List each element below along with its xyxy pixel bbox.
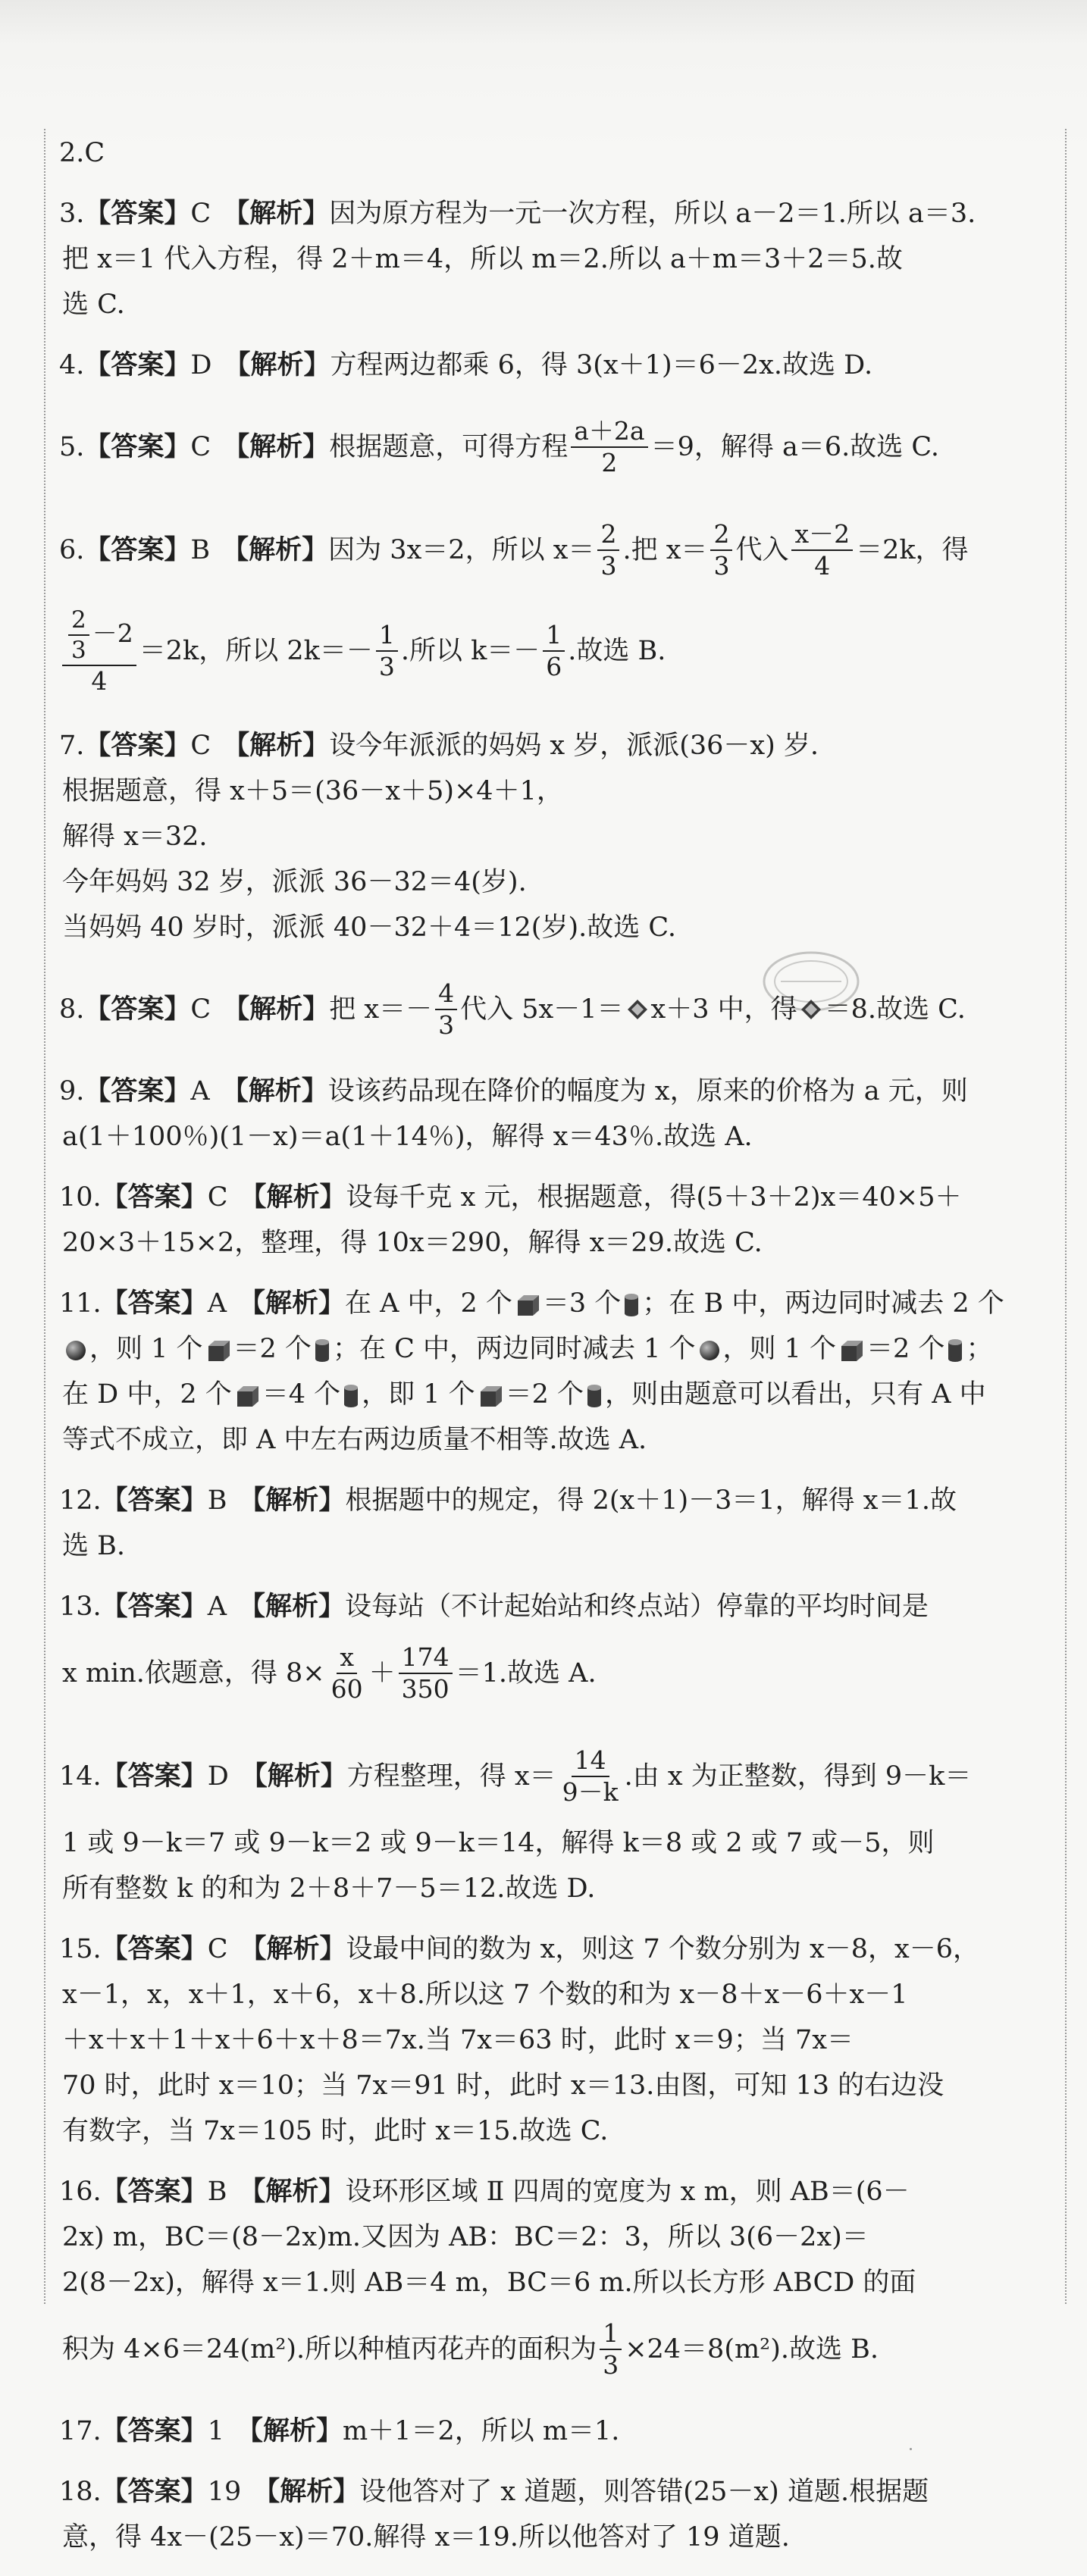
- fraction-numerator: a＋2a: [571, 416, 647, 448]
- analysis-text: 选 B.: [62, 1531, 125, 1561]
- answer-value: C: [190, 731, 211, 761]
- analysis-tag: 【解析】: [223, 198, 330, 229]
- fraction-numerator: 1: [376, 620, 398, 652]
- sphere-icon: [64, 1339, 87, 1362]
- answer-value: A: [207, 1592, 227, 1622]
- cylinder-icon: [314, 1338, 330, 1363]
- fraction-numerator: 2: [597, 519, 619, 551]
- answer-item-16: [59, 2169, 1045, 2393]
- fraction-denominator: 4: [814, 551, 831, 581]
- fraction: [600, 2318, 622, 2380]
- analysis-text: ；在 B 中，两边同时减去 2 个: [642, 1288, 1004, 1319]
- analysis-text: ＝9，解得 a＝6.故选 C.: [650, 432, 940, 462]
- analysis-text: ，则 1 个: [89, 1334, 203, 1364]
- answer-value: D: [207, 1761, 229, 1792]
- answer-tag: 【答案】: [101, 1182, 208, 1213]
- analysis-tag: 【解析】: [223, 431, 330, 462]
- item-number: 8.: [59, 994, 85, 1025]
- analysis-text: ＝8.故选 C.: [824, 994, 966, 1025]
- fraction-denominator: 3: [438, 1010, 455, 1040]
- fraction-denominator: 2: [601, 448, 618, 477]
- analysis-text: x－1，x，x＋1，x＋6，x＋8.所以这 7 个数的和为 x－8＋x－6＋x－1: [62, 1980, 908, 2010]
- analysis-text: 积为 4×6＝24(m²).所以种植丙花卉的面积为: [62, 2334, 597, 2365]
- left-border-line: [44, 129, 45, 2304]
- answer-tag: 【答案】: [101, 2476, 208, 2507]
- analysis-text: .故选 B.: [568, 636, 666, 666]
- answer-value: C: [190, 199, 211, 229]
- analysis-text: 所有整数 k 的和为 2＋8＋7－5＝12.故选 D.: [62, 1873, 596, 1904]
- cube-icon: [205, 1339, 231, 1362]
- fraction-numerator: 14: [572, 1745, 609, 1777]
- item-number: 13.: [59, 1592, 102, 1622]
- analysis-text: 等式不成立，即 A 中左右两边质量不相等.故选 A.: [62, 1425, 647, 1455]
- analysis-text: 因为原方程为一元一次方程，所以 a－2＝1.所以 a＝3.: [329, 199, 976, 229]
- fraction-denominator: 3: [603, 2350, 619, 2380]
- analysis-text: ×24＝8(m²).故选 B.: [625, 2334, 879, 2365]
- analysis-tag: 【解析】: [240, 1933, 346, 1964]
- analysis-text: x＋3 中，得: [650, 994, 797, 1025]
- answer-tag: 【答案】: [101, 1591, 208, 1622]
- answer-tag: 【答案】: [101, 2415, 208, 2446]
- analysis-text: 设该药品现在降价的幅度为 x，原来的价格为 a 元，则: [327, 1076, 968, 1106]
- answer-value: C: [84, 138, 105, 168]
- answer-value: A: [190, 1076, 210, 1106]
- analysis-text: 设每站（不计起始站和终点站）停靠的平均时间是: [344, 1592, 929, 1622]
- analysis-text: ＝2k，所以 2k＝－: [139, 636, 373, 666]
- analysis-text: 70 时，此时 x＝10；当 7x＝91 时，此时 x＝13.由图，可知 13 的右边没: [62, 2071, 944, 2101]
- analysis-text: ；在 C 中，两边同时减去 1 个: [332, 1334, 696, 1364]
- analysis-tag: 【解析】: [223, 994, 330, 1025]
- fraction-numerator: x－2: [791, 519, 853, 551]
- analysis-text: 设他答对了 x 道题，则答错(25－x) 道题.根据题: [359, 2477, 929, 2507]
- fraction-numerator: [62, 606, 136, 666]
- analysis-text: 设环形区域 Ⅱ 四周的宽度为 x m，则 AB＝(6－: [345, 2177, 910, 2207]
- answer-value: C: [190, 432, 211, 462]
- fraction-denominator: 3: [713, 551, 730, 581]
- analysis-text: 当妈妈 40 岁时，派派 40－32＋4＝12(岁).故选 C.: [62, 912, 677, 943]
- analysis-tag: 【解析】: [253, 2476, 360, 2507]
- answer-value: 1: [207, 2416, 224, 2446]
- analysis-text: ＝2 个: [866, 1334, 945, 1364]
- analysis-tag: 【解析】: [238, 1288, 345, 1319]
- analysis-text: 在 D 中，2 个: [62, 1379, 232, 1410]
- answer-tag: 【答案】: [101, 1933, 208, 1964]
- answer-value: 19: [207, 2477, 242, 2507]
- answer-item-5: [59, 403, 1045, 491]
- fraction-denominator: 3: [378, 652, 395, 681]
- analysis-text: 把 x＝－: [329, 994, 433, 1025]
- analysis-text: 因为 3x＝2，所以 x＝: [328, 535, 595, 565]
- analysis-tag: 【解析】: [222, 534, 329, 565]
- answer-item-14: [59, 1732, 1045, 1911]
- answer-tag: 【答案】: [84, 198, 191, 229]
- answer-tag: 【答案】: [84, 534, 191, 565]
- answer-tag: 【答案】: [84, 994, 191, 1025]
- analysis-text: .把 x＝: [622, 535, 708, 565]
- item-number: 5.: [59, 432, 85, 462]
- analysis-tag: 【解析】: [240, 1182, 346, 1213]
- item-number: 2.: [59, 138, 85, 168]
- cube-icon: [838, 1339, 864, 1362]
- fraction-numerator: 2: [68, 606, 89, 636]
- analysis-text: 方程两边都乘 6，得 3(x＋1)＝6－2x.故选 D.: [330, 350, 873, 380]
- analysis-text: 1 或 9－k＝7 或 9－k＝2 或 9－k＝14，解得 k＝8 或 2 或 7 或－5，则: [62, 1828, 935, 1858]
- right-border-line: [1065, 129, 1067, 2304]
- fraction: [571, 416, 647, 478]
- analysis-text: ＝1.故选 A.: [455, 1658, 597, 1689]
- answer-tag: 【答案】: [101, 1761, 208, 1792]
- answer-value: A: [207, 1288, 227, 1319]
- item-number: 4.: [59, 350, 85, 380]
- cylinder-icon: [947, 1338, 963, 1363]
- cube-icon: [515, 1294, 540, 1316]
- answer-value: B: [207, 1485, 227, 1516]
- fraction-numerator: 1: [600, 2318, 622, 2350]
- answer-tag: 【答案】: [84, 730, 191, 761]
- fraction-numerator: 1: [543, 620, 565, 652]
- answer-value: B: [207, 2177, 227, 2207]
- analysis-text: ＝3 个: [542, 1288, 622, 1319]
- analysis-tag: 【解析】: [224, 349, 330, 380]
- fraction-numerator: x: [337, 1642, 357, 1674]
- analysis-text: 根据题意，可得方程: [329, 432, 569, 462]
- analysis-text: x min.依题意，得 8×: [62, 1658, 325, 1689]
- sphere-icon: [698, 1339, 721, 1362]
- item-number: 3.: [59, 199, 85, 229]
- analysis-tag: 【解析】: [223, 730, 330, 761]
- analysis-text: 解得 x＝32.: [62, 822, 208, 852]
- fraction-denominator: 6: [546, 652, 562, 681]
- answer-content: [59, 130, 1045, 2575]
- fraction: [543, 620, 565, 682]
- answer-value: C: [207, 1934, 228, 1964]
- fraction: [376, 620, 398, 682]
- answer-item-7: [59, 723, 1045, 950]
- answer-item-6: [59, 506, 1045, 708]
- analysis-text: ，即 1 个: [362, 1379, 475, 1410]
- analysis-text: 20×3＋15×2，整理，得 10x＝290，解得 x＝29.故选 C.: [62, 1228, 763, 1258]
- fraction-denominator: 60: [330, 1674, 363, 1704]
- answer-value: D: [190, 350, 212, 380]
- item-number: 6.: [59, 535, 85, 565]
- analysis-text: ＝2k，得: [856, 535, 969, 565]
- analysis-text: 意，得 4x－(25－x)＝70.解得 x＝19.所以他答对了 19 道题.: [62, 2522, 790, 2553]
- answer-item-9: [59, 1069, 1045, 1160]
- diamond-icon: [626, 998, 649, 1021]
- fraction-denominator: 350: [401, 1674, 450, 1704]
- cylinder-icon: [586, 1384, 603, 1408]
- answer-tag: 【答案】: [84, 1075, 191, 1106]
- item-number: 11.: [59, 1288, 102, 1319]
- analysis-text: －2: [92, 618, 133, 648]
- analysis-tag: 【解析】: [236, 2415, 343, 2446]
- diamond-icon: [800, 998, 822, 1021]
- cube-icon: [234, 1385, 260, 1407]
- analysis-text: 设每千克 x 元，根据题意，得(5＋3＋2)x＝40×5＋: [346, 1182, 962, 1213]
- fraction: [597, 519, 619, 581]
- answer-item-17: [59, 2409, 1045, 2454]
- analysis-text: ，则 1 个: [722, 1334, 837, 1364]
- analysis-tag: 【解析】: [221, 1075, 328, 1106]
- fraction-numerator: 174: [399, 1642, 453, 1674]
- item-number: 7.: [59, 731, 85, 761]
- cylinder-icon: [623, 1293, 640, 1317]
- analysis-text: .由 x 为正整数，得到 9－k＝: [624, 1761, 972, 1792]
- analysis-text: ＋: [368, 1658, 396, 1689]
- answer-tag: 【答案】: [101, 1485, 208, 1516]
- answer-value: C: [190, 994, 211, 1025]
- cube-icon: [478, 1385, 503, 1407]
- fraction: [710, 519, 732, 581]
- answer-item-11: [59, 1281, 1045, 1463]
- analysis-text: 选 C.: [62, 290, 125, 320]
- answer-value: B: [190, 535, 211, 565]
- fraction: [435, 978, 457, 1041]
- analysis-text: 根据题中的规定，得 2(x＋1)－3＝1，解得 x＝1.故: [345, 1485, 957, 1516]
- item-number: 10.: [59, 1182, 102, 1213]
- answer-item-2: [59, 130, 1045, 176]
- analysis-tag: 【解析】: [238, 1591, 345, 1622]
- answer-item-3: [59, 191, 1045, 327]
- answer-item-10: [59, 1175, 1045, 1266]
- analysis-text: ＝2 个: [233, 1334, 312, 1364]
- answer-item-12: [59, 1478, 1045, 1569]
- analysis-text: ＋x＋x＋1＋x＋6＋x＋8＝7x.当 7x＝63 时，此时 x＝9；当 7x＝: [62, 2025, 854, 2055]
- answer-tag: 【答案】: [84, 349, 191, 380]
- answer-item-4: [59, 343, 1045, 388]
- item-number: 18.: [59, 2477, 102, 2507]
- analysis-tag: 【解析】: [239, 2176, 346, 2207]
- answer-item-13: [59, 1584, 1045, 1717]
- item-number: 9.: [59, 1076, 85, 1106]
- analysis-text: ，则由题意可以看出，只有 A 中: [605, 1379, 986, 1410]
- item-number: 12.: [59, 1485, 102, 1516]
- answer-item-18: [59, 2469, 1045, 2560]
- analysis-text: 有数字，当 7x＝105 时，此时 x＝15.故选 C.: [62, 2116, 609, 2146]
- item-number: 16.: [59, 2177, 102, 2207]
- analysis-text: 2x) m，BC＝(8－2x)m.又因为 AB：BC＝2：3，所以 3(6－2x)＝: [62, 2222, 869, 2252]
- analysis-text: 代入: [735, 535, 789, 565]
- cylinder-icon: [343, 1384, 359, 1408]
- fraction-denominator: 9－k: [562, 1777, 619, 1807]
- fraction: [791, 519, 853, 581]
- fraction-numerator: 4: [435, 978, 457, 1010]
- analysis-text: 方程整理，得 x＝: [346, 1761, 556, 1792]
- item-number: 14.: [59, 1761, 102, 1792]
- answer-tag: 【答案】: [84, 431, 191, 462]
- fraction-denominator: 3: [600, 551, 617, 581]
- fraction-denominator: 3: [71, 637, 86, 664]
- analysis-text: 根据题意，得 x＋5＝(36－x＋5)×4＋1，: [62, 776, 563, 806]
- analysis-text: .所以 k＝－: [400, 636, 540, 666]
- analysis-text: 在 A 中，2 个: [344, 1288, 512, 1319]
- analysis-tag: 【解析】: [240, 1761, 347, 1792]
- compound-fraction: [62, 606, 136, 696]
- analysis-text: 2(8－2x)，解得 x＝1.则 AB＝4 m，BC＝6 m.所以长方形 ABCD 的面: [62, 2268, 916, 2298]
- fraction: [399, 1642, 453, 1704]
- analysis-text: ＝4 个: [262, 1379, 341, 1410]
- analysis-tag: 【解析】: [239, 1485, 346, 1516]
- analysis-text: 把 x＝1 代入方程，得 2＋m＝4，所以 m＝2.所以 a＋m＝3＋2＝5.故: [62, 244, 903, 274]
- analysis-text: m＋1＝2，所以 m＝1.: [342, 2416, 620, 2446]
- answer-item-8: [59, 966, 1045, 1053]
- analysis-text: ＝2 个: [505, 1379, 584, 1410]
- fraction-denominator: 4: [91, 666, 108, 696]
- analysis-text: 代入 5x－1＝: [460, 994, 624, 1025]
- fraction: [328, 1642, 366, 1704]
- analysis-text: a(1＋100％)(1－x)＝a(1＋14％)，解得 x＝43％.故选 A.: [62, 1122, 753, 1152]
- answer-tag: 【答案】: [101, 2176, 208, 2207]
- item-number: 17.: [59, 2416, 102, 2446]
- fraction-numerator: 2: [710, 519, 732, 551]
- analysis-text: ；: [966, 1334, 993, 1364]
- answer-tag: 【答案】: [101, 1288, 208, 1319]
- analysis-text: 今年妈妈 32 岁，派派 36－32＝4(岁).: [62, 867, 527, 897]
- answer-item-15: [59, 1927, 1045, 2154]
- answer-value: C: [207, 1182, 228, 1213]
- analysis-text: 设最中间的数为 x，则这 7 个数分别为 x－8，x－6，: [346, 1934, 980, 1964]
- fraction: [559, 1745, 622, 1808]
- fraction: [68, 606, 89, 665]
- analysis-text: 设今年派派的妈妈 x 岁，派派(36－x) 岁.: [329, 731, 819, 761]
- item-number: 15.: [59, 1934, 102, 1964]
